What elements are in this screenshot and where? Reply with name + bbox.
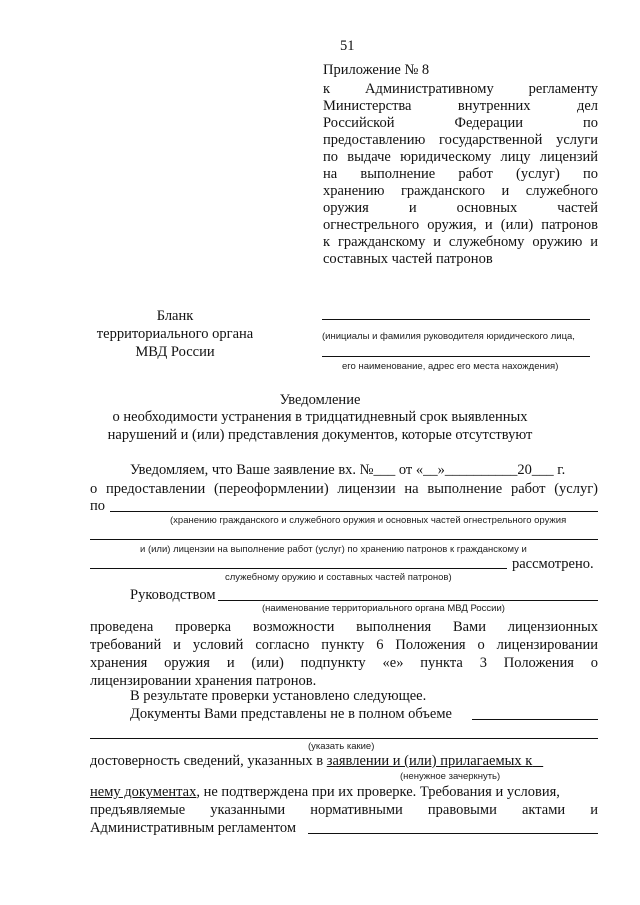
appendix-line: на выполнение работ (услуг) по	[323, 166, 598, 182]
body-span: , не подтверждена при их проверке. Требования и условия,	[196, 784, 560, 800]
appendix-line: Российской Федерации по	[323, 115, 598, 131]
fill-line	[90, 568, 507, 569]
appendix-line: огнестрельного оружия, и (или) патронов	[323, 217, 598, 233]
appendix-line: хранению гражданского и служебного	[323, 183, 598, 199]
field-caption: (указать какие)	[308, 741, 375, 752]
appendix-line: Приложение № 8	[323, 62, 430, 78]
body-line: хранения оружия и (или) подпункту «е» пункта 3 Положения о	[90, 655, 598, 671]
blank-line: территориального органа	[96, 326, 254, 342]
body-text	[90, 784, 598, 800]
blank-block	[90, 308, 260, 362]
body-text: В результате проверки установлено следующее.	[130, 688, 427, 704]
body-line: лицензировании хранения патронов.	[90, 673, 317, 689]
fill-line	[110, 511, 598, 512]
body-text: рассмотрено.	[512, 556, 594, 572]
body-text: по	[90, 498, 106, 514]
appendix-line: к Административному регламенту	[323, 81, 598, 97]
fill-line	[472, 719, 598, 720]
field-caption: (ненужное зачеркнуть)	[400, 771, 501, 782]
fill-line	[218, 600, 598, 601]
appendix-line: оружия и основных частей	[323, 200, 598, 216]
body-paragraph	[90, 619, 598, 691]
notice-title: Уведомление	[279, 392, 361, 408]
body-span: достоверность сведений, указанных в	[90, 753, 324, 769]
appendix-line: по выдаче юридическому лицу лицензий	[323, 149, 598, 165]
underlined-span: нему документах	[90, 784, 197, 800]
appendix-line: предоставлению государственной услуги	[323, 132, 598, 148]
appendix-line: Министерства внутренних дел	[323, 98, 598, 114]
field-caption: (наименование территориального органа МВД России)	[262, 603, 505, 614]
addressee-caption: его наименование, адрес его места нахождения)	[342, 361, 559, 372]
body-text: Руководством	[130, 587, 216, 603]
page-number: 51	[340, 38, 355, 54]
body-text: предъявляемые указанными нормативными правовыми актами и	[90, 802, 598, 818]
fill-line	[90, 738, 598, 739]
fill-line	[308, 833, 598, 834]
body-text	[90, 753, 543, 769]
body-line: проведена проверка возможности выполнения Вами лицензионных	[90, 619, 598, 635]
field-caption: (хранению гражданского и служебного оружия и основных частей огнестрельного оружия	[170, 515, 567, 526]
addressee-line	[322, 319, 590, 320]
addressee-caption: (инициалы и фамилия руководителя юридического лица,	[322, 331, 575, 342]
field-caption: и (или) лицензии на выполнение работ (услуг) по хранению патронов к гражданскому и	[140, 544, 527, 555]
appendix-block	[323, 62, 598, 268]
addressee-line	[322, 356, 590, 357]
body-text: о предоставлении (переоформлении) лицензии на выполнение работ (услуг)	[90, 481, 598, 497]
body-line: требований и условий согласно пункту 6 Положения о лицензировании	[90, 637, 598, 653]
body-text: Документы Вами представлены не в полном объеме	[130, 706, 452, 722]
appendix-line: к гражданскому и служебному оружию и	[323, 234, 598, 250]
fill-line	[90, 539, 598, 540]
blank-line: Бланк	[156, 308, 194, 324]
body-text: Административным регламентом	[90, 820, 297, 836]
blank-line: МВД России	[135, 344, 215, 360]
notice-subtitle: нарушений и (или) представления документов, которые отсутствуют	[107, 427, 533, 443]
notice-subtitle: о необходимости устранения в тридцатидневный срок выявленных	[112, 409, 528, 425]
body-text: Уведомляем, что Ваше заявление вх. №___ от «__»__________20___ г.	[130, 462, 566, 478]
field-caption: служебному оружию и составных частей патронов)	[225, 572, 452, 583]
appendix-line: составных частей патронов	[323, 251, 493, 267]
underlined-span: заявлении и (или) прилагаемых к	[326, 753, 533, 769]
